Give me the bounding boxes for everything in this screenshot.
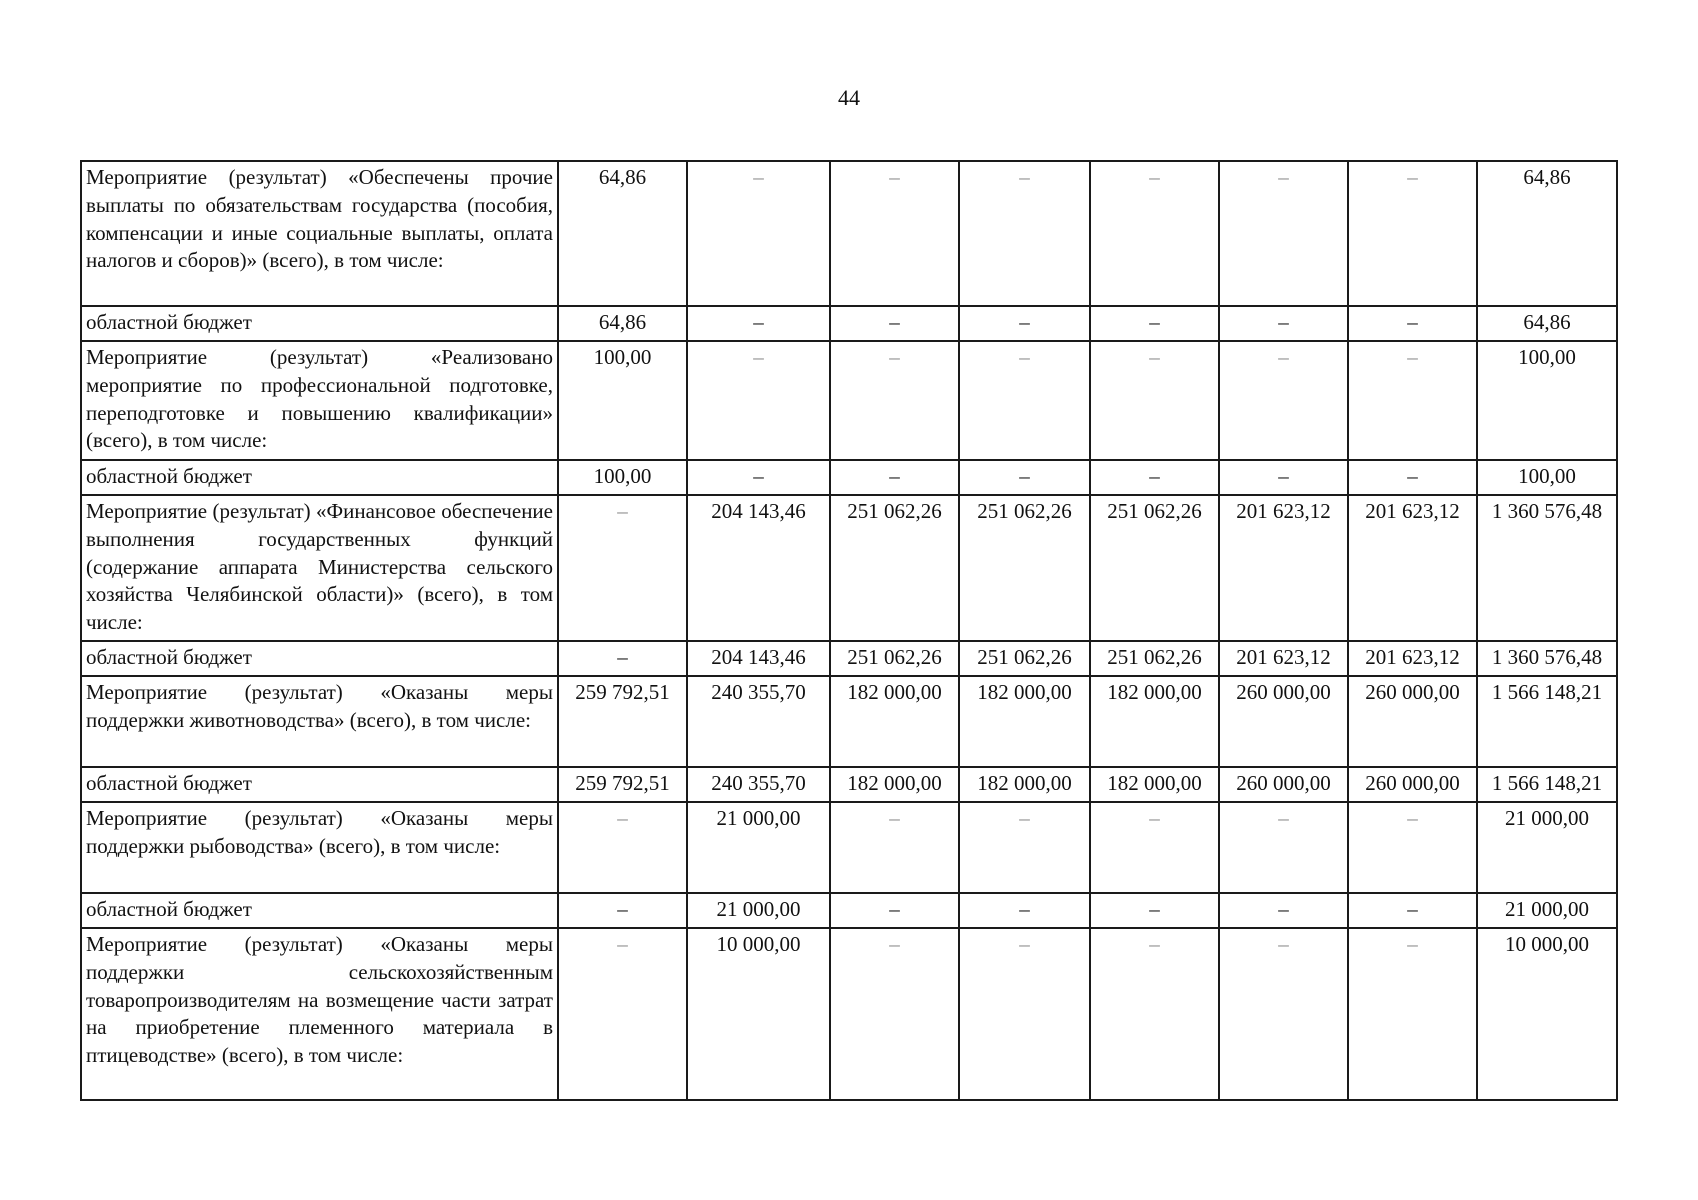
measure-description: Мероприятие (результат) «Обеспечены прочие выплаты по обязательствам государства (пособия, компенсации и иные социальные выплаты, оплата налогов и сборов)» (всего), в том числе:: [81, 161, 558, 306]
value-cell: –: [558, 928, 687, 1100]
value-cell: –: [830, 460, 959, 495]
value-cell: 182 000,00: [1090, 767, 1219, 802]
value-cell: 182 000,00: [959, 676, 1090, 767]
total-cell: 21 000,00: [1477, 802, 1617, 893]
value-cell: 260 000,00: [1219, 767, 1348, 802]
value-cell: –: [959, 341, 1090, 460]
total-cell: 1 566 148,21: [1477, 767, 1617, 802]
value-cell: –: [1219, 306, 1348, 341]
value-cell: 260 000,00: [1348, 767, 1477, 802]
measure-description: Мероприятие (результат) «Финансовое обеспечение выполнения государственных функций (содержание аппарата Министерства сельского хозяйства Челябинской области)» (всего), в том числе:: [81, 495, 558, 641]
value-cell: –: [1348, 928, 1477, 1100]
table-row-measure: [81, 341, 1617, 460]
total-cell: 64,86: [1477, 161, 1617, 306]
value-cell: 251 062,26: [830, 641, 959, 676]
value-cell: 260 000,00: [1348, 676, 1477, 767]
value-cell: –: [1348, 306, 1477, 341]
value-cell: 100,00: [558, 341, 687, 460]
value-cell: –: [830, 341, 959, 460]
value-cell: 201 623,12: [1348, 495, 1477, 641]
value-cell: –: [830, 802, 959, 893]
value-cell: –: [959, 306, 1090, 341]
value-cell: 251 062,26: [959, 495, 1090, 641]
value-cell: –: [558, 802, 687, 893]
value-cell: 21 000,00: [687, 802, 830, 893]
value-cell: 21 000,00: [687, 893, 830, 928]
value-cell: –: [1219, 893, 1348, 928]
value-cell: –: [1348, 460, 1477, 495]
regional-budget-label: областной бюджет: [81, 893, 558, 928]
value-cell: –: [687, 161, 830, 306]
regional-budget-label: областной бюджет: [81, 306, 558, 341]
budget-table: [80, 160, 1618, 1101]
table-row-regional-budget: [81, 641, 1617, 676]
value-cell: –: [959, 460, 1090, 495]
value-cell: 260 000,00: [1219, 676, 1348, 767]
table-row-regional-budget: [81, 306, 1617, 341]
value-cell: –: [1348, 341, 1477, 460]
value-cell: 182 000,00: [959, 767, 1090, 802]
measure-description: Мероприятие (результат) «Оказаны меры поддержки животноводства» (всего), в том числе:: [81, 676, 558, 767]
value-cell: –: [1348, 893, 1477, 928]
value-cell: –: [1090, 893, 1219, 928]
value-cell: 201 623,12: [1348, 641, 1477, 676]
value-cell: –: [830, 161, 959, 306]
value-cell: 259 792,51: [558, 676, 687, 767]
value-cell: –: [1348, 161, 1477, 306]
total-cell: 64,86: [1477, 306, 1617, 341]
total-cell: 1 360 576,48: [1477, 495, 1617, 641]
value-cell: –: [1090, 161, 1219, 306]
table-row-measure: [81, 495, 1617, 641]
total-cell: 1 566 148,21: [1477, 676, 1617, 767]
value-cell: 201 623,12: [1219, 641, 1348, 676]
value-cell: 100,00: [558, 460, 687, 495]
value-cell: 10 000,00: [687, 928, 830, 1100]
value-cell: 64,86: [558, 306, 687, 341]
value-cell: 182 000,00: [830, 676, 959, 767]
table-row-measure: [81, 676, 1617, 767]
value-cell: 182 000,00: [1090, 676, 1219, 767]
value-cell: –: [1219, 802, 1348, 893]
value-cell: –: [830, 893, 959, 928]
value-cell: –: [1090, 306, 1219, 341]
table-row-measure: [81, 928, 1617, 1100]
value-cell: –: [959, 928, 1090, 1100]
value-cell: –: [1090, 460, 1219, 495]
value-cell: –: [830, 306, 959, 341]
table-row-measure: [81, 802, 1617, 893]
value-cell: –: [558, 495, 687, 641]
value-cell: –: [558, 893, 687, 928]
value-cell: –: [1090, 341, 1219, 460]
total-cell: 1 360 576,48: [1477, 641, 1617, 676]
value-cell: –: [1090, 802, 1219, 893]
table-row-regional-budget: [81, 893, 1617, 928]
value-cell: –: [558, 641, 687, 676]
value-cell: 64,86: [558, 161, 687, 306]
measure-description: Мероприятие (результат) «Реализовано мероприятие по профессиональной подготовке, переподготовке и повышению квалификации» (всего), в том числе:: [81, 341, 558, 460]
value-cell: –: [959, 893, 1090, 928]
measure-description: Мероприятие (результат) «Оказаны меры поддержки сельскохозяйственным товаропроизводителям на возмещение части затрат на приобретение племенного материала в птицеводстве» (всего), в том числе:: [81, 928, 558, 1100]
value-cell: –: [1219, 161, 1348, 306]
table-row-regional-budget: [81, 460, 1617, 495]
value-cell: 204 143,46: [687, 641, 830, 676]
total-cell: 100,00: [1477, 460, 1617, 495]
value-cell: 251 062,26: [1090, 641, 1219, 676]
regional-budget-label: областной бюджет: [81, 767, 558, 802]
regional-budget-label: областной бюджет: [81, 460, 558, 495]
value-cell: 251 062,26: [830, 495, 959, 641]
table-row-regional-budget: [81, 767, 1617, 802]
value-cell: –: [687, 306, 830, 341]
value-cell: –: [687, 341, 830, 460]
table-row-measure: [81, 161, 1617, 306]
value-cell: –: [959, 802, 1090, 893]
value-cell: –: [830, 928, 959, 1100]
value-cell: –: [1090, 928, 1219, 1100]
value-cell: 240 355,70: [687, 767, 830, 802]
value-cell: 251 062,26: [959, 641, 1090, 676]
value-cell: 201 623,12: [1219, 495, 1348, 641]
value-cell: –: [687, 460, 830, 495]
value-cell: –: [1219, 341, 1348, 460]
value-cell: 259 792,51: [558, 767, 687, 802]
total-cell: 100,00: [1477, 341, 1617, 460]
total-cell: 21 000,00: [1477, 893, 1617, 928]
regional-budget-label: областной бюджет: [81, 641, 558, 676]
value-cell: 251 062,26: [1090, 495, 1219, 641]
value-cell: –: [1348, 802, 1477, 893]
value-cell: –: [1219, 460, 1348, 495]
page-number: 44: [838, 85, 860, 110]
value-cell: 240 355,70: [687, 676, 830, 767]
value-cell: 182 000,00: [830, 767, 959, 802]
measure-description: Мероприятие (результат) «Оказаны меры поддержки рыбоводства» (всего), в том числе:: [81, 802, 558, 893]
total-cell: 10 000,00: [1477, 928, 1617, 1100]
value-cell: –: [959, 161, 1090, 306]
value-cell: –: [1219, 928, 1348, 1100]
value-cell: 204 143,46: [687, 495, 830, 641]
